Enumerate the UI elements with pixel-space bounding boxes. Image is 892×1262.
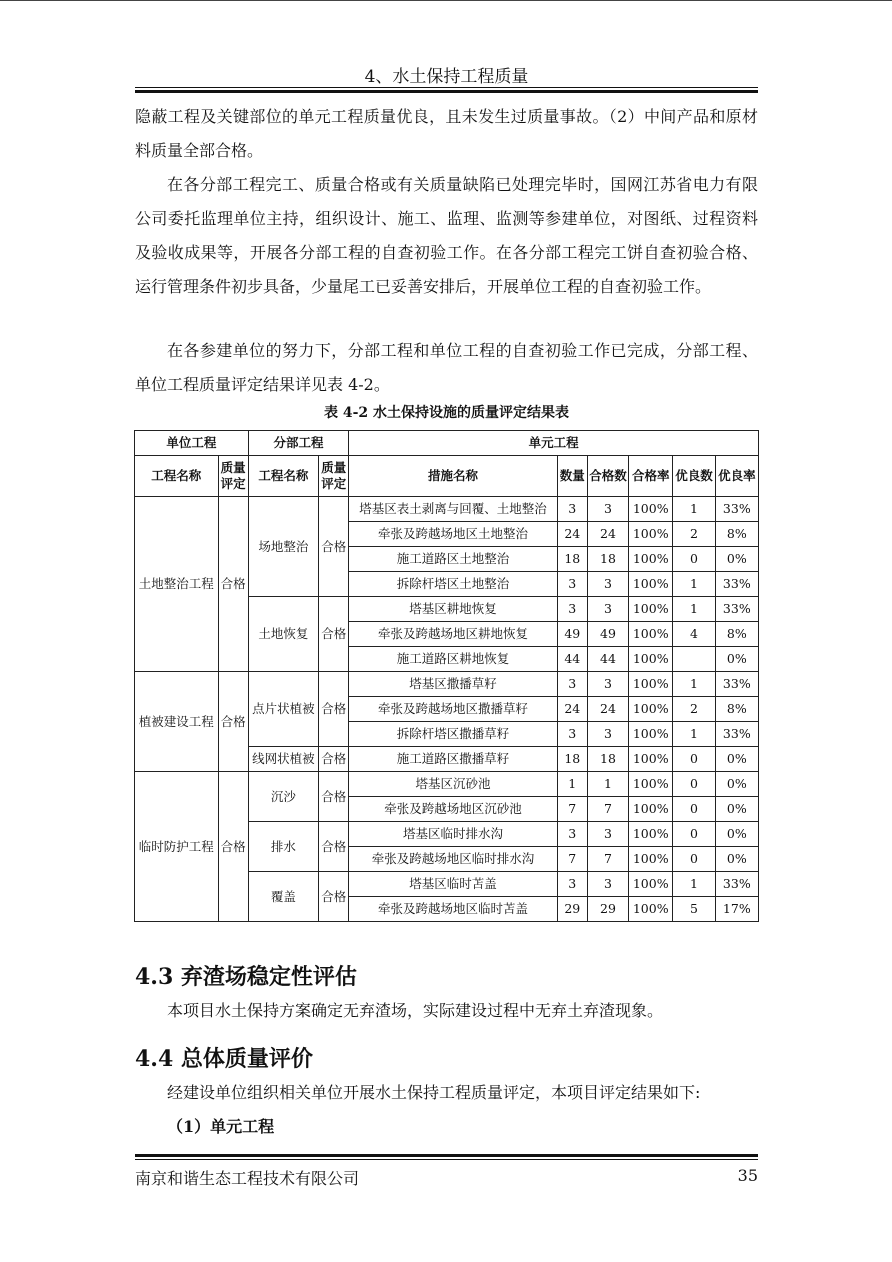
- excellent-count-cell: 1: [673, 572, 715, 597]
- pass-count-cell: 18: [587, 547, 628, 572]
- column-header: 工程名称: [248, 456, 318, 497]
- count-cell: 49: [557, 622, 587, 647]
- measure-name-cell: 塔基区耕地恢复: [349, 597, 557, 622]
- unit-project-name: 土地整治工程: [135, 497, 219, 672]
- count-cell: 1: [557, 772, 587, 797]
- pass-rate-cell: 100%: [629, 872, 673, 897]
- count-cell: 44: [557, 647, 587, 672]
- pass-rate-cell: 100%: [629, 497, 673, 522]
- measure-name-cell: 施工道路区撒播草籽: [349, 747, 557, 772]
- pass-rate-cell: 100%: [629, 697, 673, 722]
- footer-company: 南京和谐生态工程技术有限公司: [135, 1169, 360, 1188]
- section-4-4-subheading: （1）单元工程: [167, 1117, 275, 1136]
- excellent-count-cell: 2: [673, 522, 715, 547]
- pass-count-cell: 3: [587, 722, 628, 747]
- pass-count-cell: 3: [587, 672, 628, 697]
- excellent-rate-cell: 0%: [715, 797, 758, 822]
- excellent-count-cell: 0: [673, 547, 715, 572]
- pass-count-cell: 3: [587, 872, 628, 897]
- excellent-rate-cell: 17%: [715, 897, 758, 922]
- group-header: 单位工程: [135, 431, 249, 456]
- pass-rate-cell: 100%: [629, 647, 673, 672]
- sub-project-rating: 合格: [319, 597, 349, 672]
- paragraph-3: 在各参建单位的努力下，分部工程和单位工程的自查初验工作已完成，分部工程、单位工程质量评定结果详见表 4-2。: [135, 341, 758, 394]
- excellent-rate-cell: 33%: [715, 572, 758, 597]
- pass-rate-cell: 100%: [629, 772, 673, 797]
- excellent-rate-cell: 0%: [715, 847, 758, 872]
- sub-project-name: 排水: [248, 822, 318, 872]
- pass-rate-cell: 100%: [629, 622, 673, 647]
- excellent-rate-cell: 0%: [715, 547, 758, 572]
- count-cell: 29: [557, 897, 587, 922]
- column-header: 合格数: [587, 456, 628, 497]
- group-header: 单元工程: [349, 431, 759, 456]
- count-cell: 24: [557, 522, 587, 547]
- sub-project-name: 土地恢复: [248, 597, 318, 672]
- sub-project-name: 沉沙: [248, 772, 318, 822]
- pass-rate-cell: 100%: [629, 747, 673, 772]
- pass-rate-cell: 100%: [629, 672, 673, 697]
- count-cell: 7: [557, 797, 587, 822]
- count-cell: 3: [557, 722, 587, 747]
- sub-project-rating: 合格: [319, 872, 349, 922]
- excellent-count-cell: [673, 647, 715, 672]
- measure-name-cell: 牵张及跨越场地区耕地恢复: [349, 622, 557, 647]
- pass-count-cell: 18: [587, 747, 628, 772]
- excellent-rate-cell: 8%: [715, 697, 758, 722]
- measure-name-cell: 塔基区撒播草籽: [349, 672, 557, 697]
- excellent-rate-cell: 0%: [715, 822, 758, 847]
- column-header: 质量评定: [218, 456, 248, 497]
- excellent-count-cell: 1: [673, 722, 715, 747]
- pass-count-cell: 44: [587, 647, 628, 672]
- measure-name-cell: 塔基区临时排水沟: [349, 822, 557, 847]
- sub-project-rating: 合格: [319, 672, 349, 747]
- count-cell: 3: [557, 872, 587, 897]
- sub-project-rating: 合格: [319, 747, 349, 772]
- excellent-count-cell: 1: [673, 597, 715, 622]
- sub-project-name: 点片状植被: [248, 672, 318, 747]
- excellent-count-cell: 4: [673, 622, 715, 647]
- pass-count-cell: 3: [587, 572, 628, 597]
- pass-rate-cell: 100%: [629, 597, 673, 622]
- pass-count-cell: 3: [587, 822, 628, 847]
- pass-count-cell: 3: [587, 497, 628, 522]
- pass-count-cell: 7: [587, 797, 628, 822]
- excellent-count-cell: 1: [673, 872, 715, 897]
- table-row: [135, 497, 759, 522]
- count-cell: 3: [557, 497, 587, 522]
- pass-count-cell: 29: [587, 897, 628, 922]
- sub-project-name: 覆盖: [248, 872, 318, 922]
- pass-rate-cell: 100%: [629, 897, 673, 922]
- measure-name-cell: 牵张及跨越场地区撒播草籽: [349, 697, 557, 722]
- excellent-count-cell: 0: [673, 747, 715, 772]
- measure-name-cell: 塔基区表土剥离与回覆、土地整治: [349, 497, 557, 522]
- quality-table: [134, 430, 759, 922]
- header-rule-thin: [135, 87, 758, 88]
- count-cell: 3: [557, 822, 587, 847]
- excellent-rate-cell: 0%: [715, 747, 758, 772]
- excellent-rate-cell: 33%: [715, 722, 758, 747]
- count-cell: 18: [557, 547, 587, 572]
- excellent-rate-cell: 8%: [715, 622, 758, 647]
- section-4-4-text: 经建设单位组织相关单位开展水土保持工程质量评定，本项目评定结果如下:: [167, 1083, 701, 1102]
- paragraph-2: 在各分部工程完工、质量合格或有关质量缺陷已处理完毕时，国网江苏省电力有限公司委托监理单位主持，组织设计、施工、监理、监测等参建单位，对图纸、过程资料及验收成果等，开展各分部工程的自查初验工作。在各分部工程完工饼自查初验合格、运行管理条件初步具备，少量尾工已妥善安排后，开展单位工程的自查初验工作。: [135, 175, 758, 296]
- unit-project-rating: 合格: [218, 772, 248, 922]
- measure-name-cell: 施工道路区土地整治: [349, 547, 557, 572]
- excellent-rate-cell: 33%: [715, 497, 758, 522]
- measure-name-cell: 拆除杆塔区土地整治: [349, 572, 557, 597]
- excellent-rate-cell: 33%: [715, 672, 758, 697]
- count-cell: 3: [557, 672, 587, 697]
- excellent-rate-cell: 0%: [715, 772, 758, 797]
- excellent-rate-cell: 0%: [715, 647, 758, 672]
- measure-name-cell: 塔基区临时苫盖: [349, 872, 557, 897]
- measure-name-cell: 牵张及跨越场地区临时排水沟: [349, 847, 557, 872]
- pass-count-cell: 49: [587, 622, 628, 647]
- pass-count-cell: 3: [587, 597, 628, 622]
- sub-project-rating: 合格: [319, 822, 349, 872]
- excellent-count-cell: 5: [673, 897, 715, 922]
- column-header: 工程名称: [135, 456, 219, 497]
- excellent-count-cell: 1: [673, 497, 715, 522]
- column-header: 措施名称: [349, 456, 557, 497]
- measure-name-cell: 塔基区沉砂池: [349, 772, 557, 797]
- measure-name-cell: 牵张及跨越场地区土地整治: [349, 522, 557, 547]
- page-footer: [135, 1166, 758, 1189]
- measure-name-cell: 牵张及跨越场地区临时苫盖: [349, 897, 557, 922]
- excellent-count-cell: 0: [673, 772, 715, 797]
- excellent-rate-cell: 33%: [715, 597, 758, 622]
- pass-rate-cell: 100%: [629, 847, 673, 872]
- count-cell: 3: [557, 572, 587, 597]
- excellent-count-cell: 1: [673, 672, 715, 697]
- page-number: 35: [737, 1166, 758, 1185]
- column-header: 合格率: [629, 456, 673, 497]
- pass-rate-cell: 100%: [629, 522, 673, 547]
- pass-rate-cell: 100%: [629, 547, 673, 572]
- count-cell: 24: [557, 697, 587, 722]
- sub-project-rating: 合格: [319, 497, 349, 597]
- pass-rate-cell: 100%: [629, 797, 673, 822]
- excellent-rate-cell: 8%: [715, 522, 758, 547]
- sub-project-name: 场地整治: [248, 497, 318, 597]
- section-4-4-heading: 4.4 总体质量评价: [135, 1046, 313, 1072]
- pass-rate-cell: 100%: [629, 822, 673, 847]
- excellent-count-cell: 2: [673, 697, 715, 722]
- measure-name-cell: 拆除杆塔区撒播草籽: [349, 722, 557, 747]
- pass-rate-cell: 100%: [629, 722, 673, 747]
- table-caption: 表 4-2 水土保持设施的质量评定结果表: [323, 405, 570, 421]
- column-header: 数量: [557, 456, 587, 497]
- footer-rule-thick: [135, 1154, 758, 1157]
- column-header: 优良率: [715, 456, 758, 497]
- excellent-count-cell: 0: [673, 847, 715, 872]
- paragraph-1: 隐蔽工程及关键部位的单元工程质量优良，且未发生过质量事故。（2）中间产品和原材料质量全部合格。: [135, 107, 758, 160]
- count-cell: 7: [557, 847, 587, 872]
- group-header: 分部工程: [248, 431, 349, 456]
- unit-project-rating: 合格: [218, 497, 248, 672]
- pass-rate-cell: 100%: [629, 572, 673, 597]
- pass-count-cell: 24: [587, 522, 628, 547]
- section-4-3-text: 本项目水土保持方案确定无弃渣场，实际建设过程中无弃土弃渣现象。: [167, 1001, 664, 1020]
- count-cell: 18: [557, 747, 587, 772]
- footer-rule-thin: [135, 1159, 758, 1160]
- page-top-border: [0, 0, 892, 1]
- unit-project-name: 植被建设工程: [135, 672, 219, 772]
- column-header: 质量评定: [319, 456, 349, 497]
- pass-count-cell: 1: [587, 772, 628, 797]
- column-header: 优良数: [673, 456, 715, 497]
- excellent-count-cell: 0: [673, 797, 715, 822]
- running-header: 4、水土保持工程质量: [364, 67, 529, 87]
- count-cell: 3: [557, 597, 587, 622]
- table-row: [135, 772, 759, 797]
- sub-project-name: 线网状植被: [248, 747, 318, 772]
- pass-count-cell: 7: [587, 847, 628, 872]
- measure-name-cell: 牵张及跨越场地区沉砂池: [349, 797, 557, 822]
- excellent-count-cell: 0: [673, 822, 715, 847]
- header-rule-thick: [135, 90, 758, 93]
- sub-project-rating: 合格: [319, 772, 349, 822]
- table-row: [135, 672, 759, 697]
- measure-name-cell: 施工道路区耕地恢复: [349, 647, 557, 672]
- unit-project-rating: 合格: [218, 672, 248, 772]
- excellent-rate-cell: 33%: [715, 872, 758, 897]
- pass-count-cell: 24: [587, 697, 628, 722]
- section-4-3-heading: 4.3 弃渣场稳定性评估: [135, 964, 357, 990]
- unit-project-name: 临时防护工程: [135, 772, 219, 922]
